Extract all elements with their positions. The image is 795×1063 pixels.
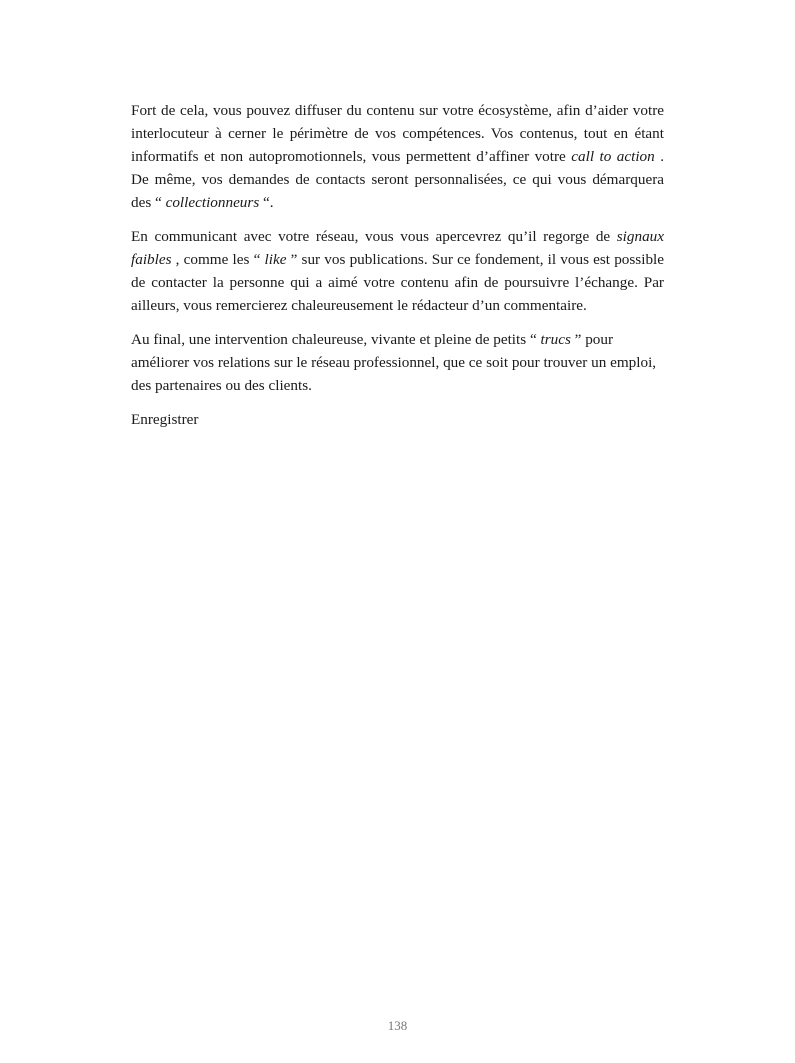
emphasis-collectionneurs: collectionneurs: [165, 194, 260, 211]
text-run: ” sur vos publications. Sur ce fondement, il vous est possible de contacter la personne qui a aimé votre contenu afin de poursuivre l’échange. Par ailleurs, vous remercierez chaleureusement le rédacteur d’un commentaire.: [131, 251, 664, 314]
text-run: En communicant avec votre réseau, vous vous apercevrez qu’il regorge de: [131, 228, 617, 245]
text-run: “.: [259, 194, 274, 211]
emphasis-like: like: [264, 251, 287, 268]
emphasis-call-to-action: call to action: [571, 148, 655, 165]
emphasis-trucs: trucs: [540, 331, 571, 348]
text-run: . De même, vos demandes de contacts seront personnalisées, ce qui vous démarquera des “: [131, 148, 664, 211]
emphasis-signaux-faibles: signaux faibles: [131, 228, 664, 268]
text-run: ” pour améliorer vos relations sur le réseau professionnel, que ce soit pour trouver un emploi, des partenaires ou des clients.: [131, 331, 657, 394]
paragraph-ecosystem-content: [131, 99, 664, 214]
paragraph-weak-signals: [131, 225, 664, 317]
document-body: [131, 99, 664, 431]
text-run: , comme les “: [171, 251, 265, 268]
paragraph-conclusion: [131, 328, 664, 397]
text-run: Fort de cela, vous pouvez diffuser du contenu sur votre écosystème, afin d’aider votre interlocuteur à cerner le périmètre de vos compétences. Vos contenus, tout en étant informatifs et non autopromotionnels, vous permettent d’affiner votre: [131, 102, 664, 165]
text-run: Au final, une intervention chaleureuse, vivante et pleine de petits “: [131, 331, 541, 348]
paragraph-enregistrer: Enregistrer: [131, 411, 199, 428]
page-number: 138: [387, 1018, 408, 1033]
